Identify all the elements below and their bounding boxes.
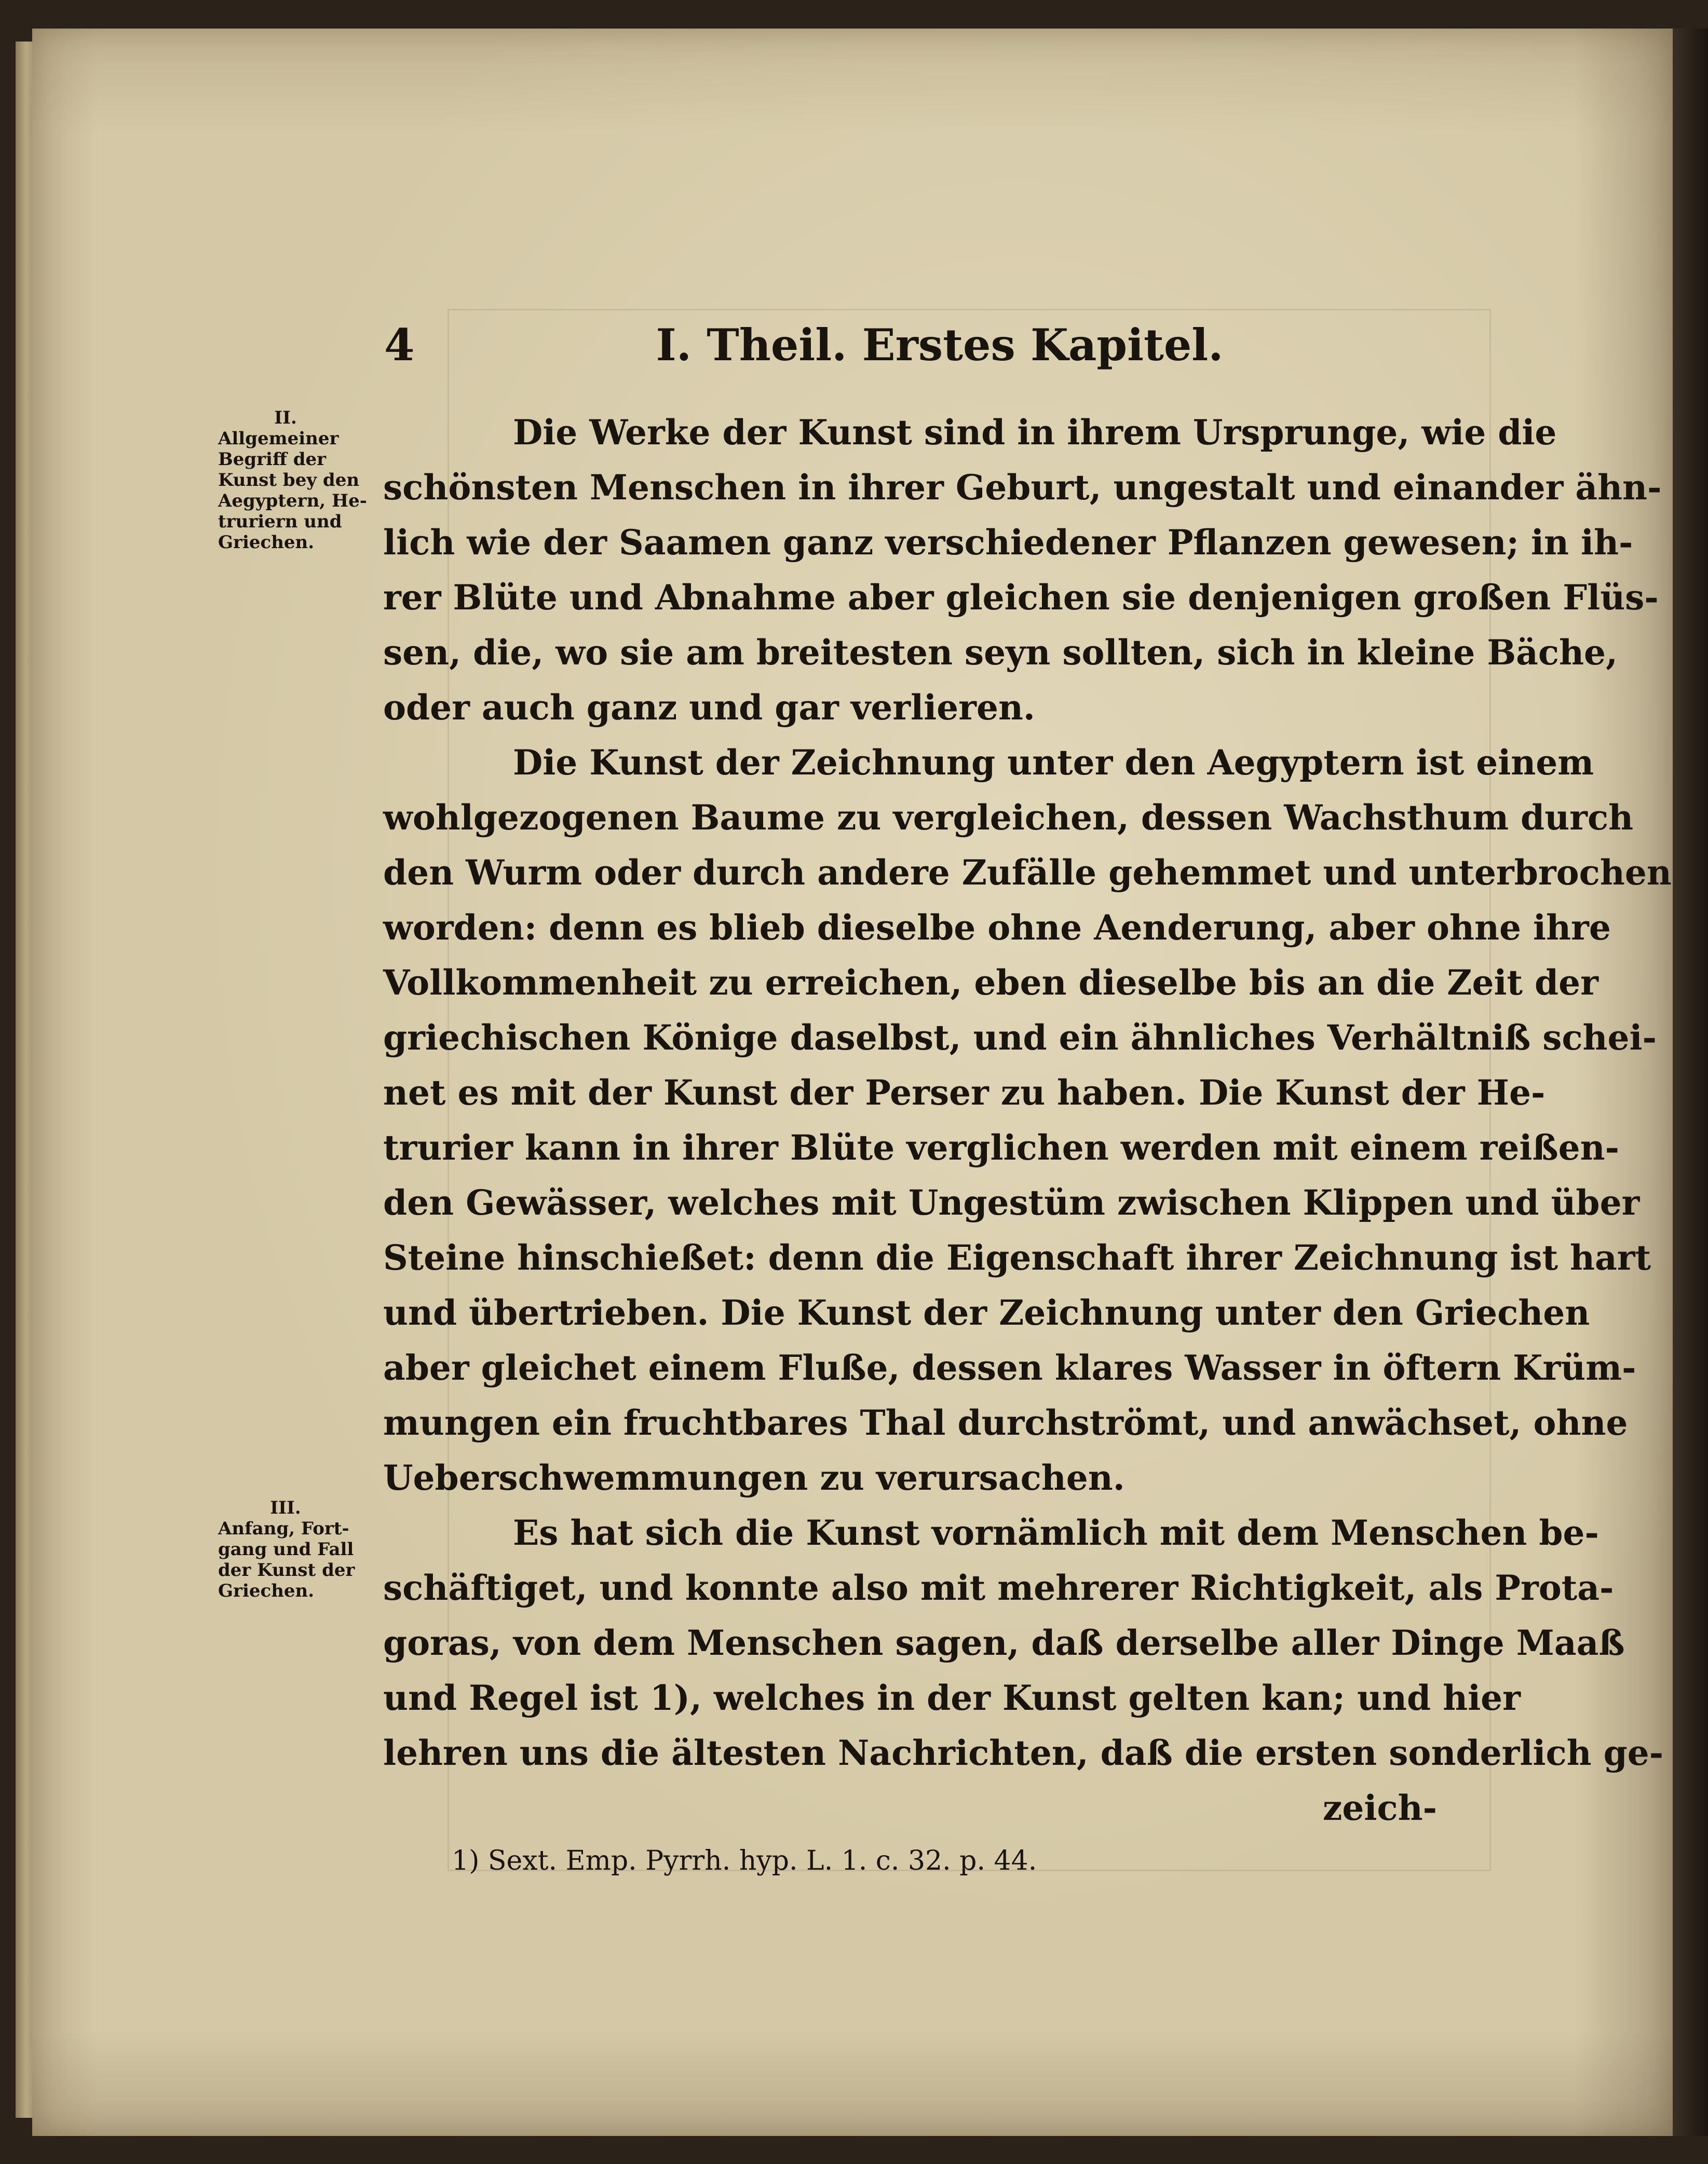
text-line: wohlgezogenen Baume zu vergleichen, dessen Wachsthum durch	[383, 797, 1634, 838]
text-line: Vollkommenheit zu erreichen, eben dieselbe bis an die Zeit der	[383, 962, 1598, 1003]
text-line: und Regel ist 1), welches in der Kunst gelten kan; und hier	[383, 1678, 1521, 1718]
marginal-note-line: Begriff der	[218, 449, 327, 470]
text-line: oder auch ganz und gar verlieren.	[383, 687, 1035, 728]
text-line: goras, von dem Menschen sagen, daß derselbe aller Dinge Maaß	[383, 1623, 1625, 1663]
marginal-note-line: Anfang, Fort-	[218, 1518, 349, 1539]
footnote: 1) Sext. Emp. Pyrrh. hyp. L. 1. c. 32. p. 44.	[452, 1845, 1037, 1876]
text-line: rer Blüte und Abnahme aber gleichen sie denjenigen großen Flüs-	[383, 577, 1659, 618]
text-line: trurier kann in ihrer Blüte verglichen werden mit einem reißen-	[383, 1127, 1619, 1168]
page-header	[384, 317, 1433, 374]
marginal-note-line: gang und Fall	[218, 1539, 354, 1560]
marginal-note	[218, 1498, 374, 1601]
text-line: schäftiget, und konnte also mit mehrerer Richtigkeit, als Prota-	[383, 1568, 1614, 1608]
text-line: und übertrieben. Die Kunst der Zeichnung unter den Griechen	[383, 1292, 1590, 1333]
marginal-note-number: II.	[274, 407, 297, 428]
text-line: Steine hinschießet: denn die Eigenschaft ihrer Zeichnung ist hart	[383, 1237, 1651, 1278]
body-text	[383, 405, 1672, 1835]
text-line: griechischen Könige daselbst, und ein ähnliches Verhältniß schei-	[383, 1017, 1657, 1058]
marginal-note-number: III.	[270, 1498, 301, 1518]
catchword: zeich-	[1322, 1788, 1437, 1828]
text-line: den Wurm oder durch andere Zufälle gehemmet und unterbrochen	[383, 852, 1672, 893]
marginal-note-line: der Kunst der	[218, 1560, 355, 1581]
marginal-note-line: truriern und	[218, 511, 342, 532]
text-line: Ueberschwemmungen zu verursachen.	[383, 1458, 1125, 1498]
text-line: Die Kunst der Zeichnung unter den Aegyptern ist einem	[513, 742, 1594, 783]
text-line: lich wie der Saamen ganz verschiedener Pflanzen gewesen; in ih-	[383, 522, 1633, 563]
marginal-note	[218, 407, 374, 553]
page-number: 4	[384, 319, 415, 371]
text-line: lehren uns die ältesten Nachrichten, daß die ersten sonderlich ge-	[383, 1733, 1664, 1773]
running-head: I. Theil. Erstes Kapitel.	[656, 319, 1224, 371]
marginal-note-line: Griechen.	[218, 532, 315, 553]
marginal-note-line: Kunst bey den	[218, 470, 360, 491]
text-line: den Gewässer, welches mit Ungestüm zwischen Klippen und über	[383, 1182, 1640, 1223]
text-line: aber gleichet einem Fluße, dessen klares Wasser in öftern Krüm-	[383, 1348, 1636, 1388]
text-line: Die Werke der Kunst sind in ihrem Ursprunge, wie die	[513, 412, 1557, 453]
text-line: sen, die, wo sie am breitesten seyn sollten, sich in kleine Bäche,	[383, 632, 1618, 673]
text-line: worden: denn es blieb dieselbe ohne Aenderung, aber ohne ihre	[383, 907, 1611, 948]
marginal-note-line: Aegyptern, He-	[218, 491, 367, 511]
marginal-note-line: Griechen.	[218, 1581, 315, 1601]
text-line: net es mit der Kunst der Perser zu haben. Die Kunst der He-	[383, 1072, 1546, 1113]
marginal-note-line: Allgemeiner	[218, 428, 339, 449]
text-line: schönsten Menschen in ihrer Geburt, ungestalt und einander ähn-	[383, 467, 1662, 508]
binding-edge	[1673, 29, 1708, 2136]
text-line: Es hat sich die Kunst vornämlich mit dem Menschen be-	[513, 1513, 1599, 1553]
text-line: mungen ein fruchtbares Thal durchströmt, und anwächset, ohne	[383, 1403, 1628, 1443]
